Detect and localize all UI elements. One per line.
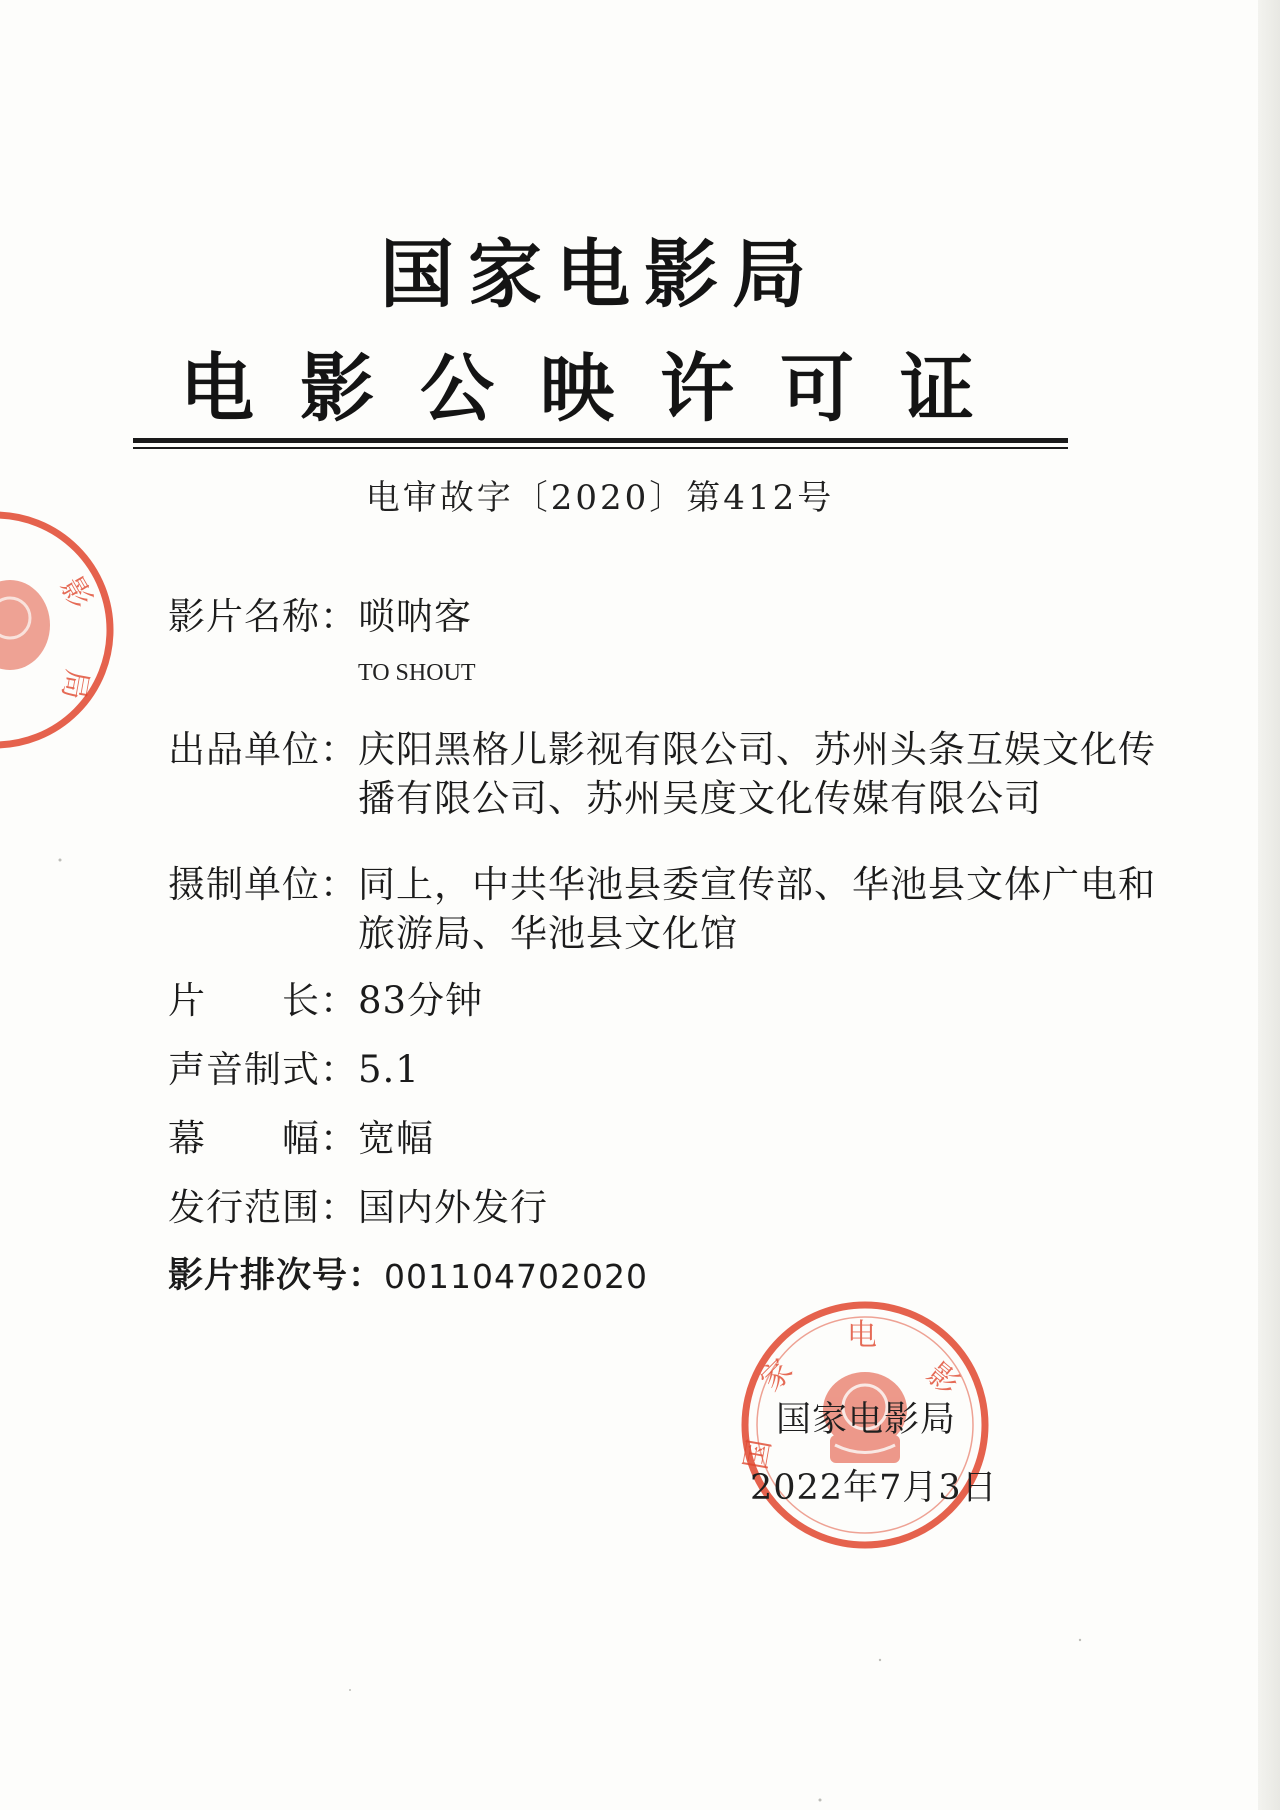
- field-label: 幕 幅：: [168, 1117, 358, 1160]
- field-label: 出品单位：: [168, 728, 358, 771]
- field-value: 庆阳黑格儿影视有限公司、苏州头条互娱文化传播有限公司、苏州吴度文化传媒有限公司: [358, 728, 1156, 820]
- field-label: 摄制单位：: [168, 863, 358, 906]
- certificate-title: 电影公映许可证: [180, 346, 1020, 432]
- svg-text:影: 影: [919, 1356, 966, 1403]
- svg-text:家: 家: [753, 1352, 800, 1399]
- field-value: 5.1: [358, 1048, 420, 1091]
- field-value: 83分钟: [358, 979, 484, 1022]
- field-value: 国内外发行: [358, 1186, 548, 1229]
- field-label: 发行范围：: [168, 1186, 358, 1229]
- field-value: 同上，中共华池县委宣传部、华池县文体广电和旅游局、华池县文化馆: [358, 863, 1156, 955]
- field-label: 影片排次号：: [168, 1256, 385, 1296]
- field-value: 唢呐客: [358, 595, 472, 638]
- field-value: 宽幅: [358, 1117, 434, 1160]
- issue-date: 2022年7月3日: [750, 1468, 998, 1508]
- svg-text:国: 国: [738, 1436, 779, 1473]
- svg-text:影: 影: [53, 571, 99, 615]
- film-english-title: TO SHOUT: [358, 660, 476, 686]
- field-label: 影片名称：: [168, 595, 358, 638]
- authority-title: 国家电影局: [380, 232, 820, 318]
- document-number: 电审故字〔2020〕第412号: [365, 478, 835, 518]
- svg-text:电: 电: [847, 1318, 877, 1353]
- field-value: 001104702020: [384, 1257, 648, 1296]
- svg-text:局: 局: [54, 666, 95, 703]
- issuer-name: 国家电影局: [776, 1400, 957, 1440]
- field-label: 声音制式：: [168, 1048, 358, 1091]
- field-label: 片 长：: [168, 979, 358, 1022]
